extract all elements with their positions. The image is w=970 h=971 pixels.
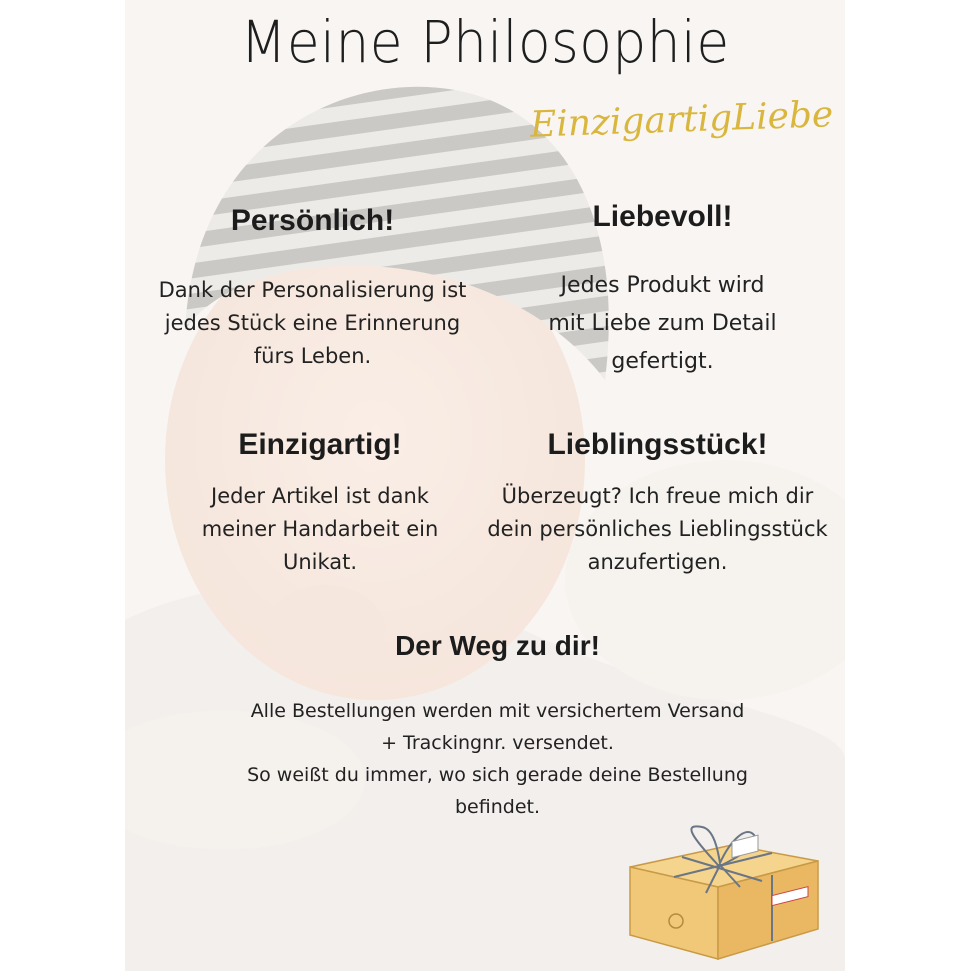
text-line: dein persönliches Lieblingsstück [487, 517, 828, 541]
page-title: Meine Philosophie [240, 8, 730, 76]
section-text [470, 267, 855, 381]
section-liebevoll [470, 200, 855, 381]
text-line: mit Liebe zum Detail [548, 311, 777, 336]
text-line: meiner Handarbeit ein [201, 517, 439, 541]
text-line: So weißt du immer, wo sich gerade deine Bestellung [247, 764, 748, 786]
text-line: Überzeugt? Ich freue mich dir [501, 484, 814, 508]
text-line: Jeder Artikel ist dank [211, 484, 429, 508]
section-einzigartig [125, 428, 515, 579]
section-heading: Der Weg zu dir! [395, 630, 600, 661]
text-line: Dank der Personalisierung ist [158, 278, 467, 302]
text-line: jedes Stück eine Erinnerung [164, 311, 461, 335]
text-line: Jedes Produkt wird [560, 273, 765, 298]
section-heading: Lieblingsstück! [547, 428, 768, 461]
section-text [465, 480, 850, 579]
section-heading: Liebevoll! [592, 200, 733, 233]
section-text [125, 274, 500, 373]
section-lieblingsstueck [465, 428, 850, 579]
text-line: + Trackingnr. versendet. [381, 732, 614, 754]
text-line: gefertigt. [611, 349, 714, 374]
section-heading: Einzigartig! [238, 428, 402, 461]
text-line: fürs Leben. [253, 344, 372, 368]
text-line: anzufertigen. [587, 550, 728, 574]
section-text [125, 480, 515, 579]
package-icon [622, 817, 822, 967]
text-line: Unikat. [282, 550, 358, 574]
section-versand [125, 630, 870, 823]
section-persoenlich [125, 204, 500, 373]
text-line: Alle Bestellungen werden mit versichertem Versand [250, 700, 745, 722]
section-heading: Persönlich! [230, 204, 395, 237]
section-text [125, 695, 870, 823]
brand-signature: EinzigartigLiebe [529, 94, 834, 146]
text-line: befindet. [455, 796, 540, 818]
